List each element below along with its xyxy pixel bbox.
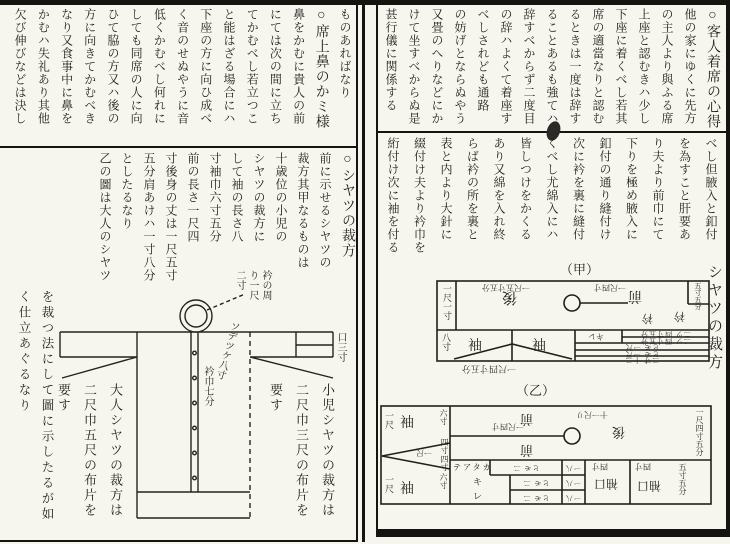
text-column: 前に示せるシヤツの: [318, 152, 332, 269]
text-column: 絎付け次に袖を付る: [386, 137, 400, 254]
text-column: 低くかむべし何れに: [152, 8, 167, 125]
text-column: 方に向きてかむべき: [82, 8, 97, 125]
strip-piece-label: ヒモ 二: [522, 494, 550, 502]
cuff-piece-label: 袖口: [637, 479, 662, 493]
text-column: 鼻をかむに貴人の前: [291, 8, 306, 125]
text-column: の主人より與ふる席: [660, 8, 674, 125]
text-column: 辞すべからず二度目: [522, 8, 536, 125]
back-piece-label: 後: [502, 289, 518, 305]
text-column: 二尺巾三尺の布片を: [294, 383, 309, 518]
text-column: かむハ失礼あり其他: [36, 8, 51, 125]
cutting-table-otsu: [380, 405, 712, 505]
strip-dim-label: 一八: [565, 479, 581, 487]
table-ko-bottom-dim: 一尺四寸五分: [462, 364, 517, 374]
label-column: 二寸: [234, 270, 245, 290]
text-column: く音のせぬやうに音: [175, 8, 190, 125]
strip-dim-label: 一八: [565, 464, 581, 472]
sleeve-width-label: 六寸: [439, 409, 448, 425]
front-piece-label: 前: [520, 412, 534, 427]
section-heading: ○客人着席の心得: [705, 8, 720, 129]
text-column: てかむべし若立つこ: [245, 8, 260, 125]
sleeve-piece-label: 袖: [468, 339, 482, 354]
strip-piece-label: 二ツ 四寸五分: [640, 336, 691, 345]
cuff-opening-label: 口三寸: [335, 332, 346, 362]
collar-measure-label: [232, 270, 272, 322]
text-column: と能はざる場合にハ: [221, 8, 236, 125]
cuff-piece-label: 袖口: [594, 477, 619, 491]
text-column: の辞ハよくて着座す: [499, 8, 513, 125]
right-page-left-border: [376, 5, 378, 535]
text-column: にては次の間に立ち: [268, 8, 283, 125]
text-column: ものあればなり: [338, 8, 352, 99]
text-column: 前の長さ一尺四: [186, 152, 200, 243]
sleeve-length-label: 一尺: [384, 411, 394, 429]
text-column: 下りを極め腋入に: [624, 137, 639, 241]
text-column: 小児シヤツの裁方は: [320, 383, 335, 518]
cloth-height-label: 一尺四寸五分: [695, 408, 704, 456]
text-column: べしされども通路: [476, 8, 490, 112]
text-column: 席の適當なりと認む: [591, 8, 605, 125]
text-column: 上座と認むきハ少し: [637, 8, 651, 125]
text-column: 乙の圖は大人のシヤツ: [98, 152, 112, 282]
section-heading: ○席上鼻のかミ様: [313, 8, 329, 129]
text-column: 皆しつけをかくる: [518, 137, 533, 241]
text-column: を裁つ法にして圖に示したるが如: [40, 290, 54, 523]
back-piece-label: 後: [612, 425, 626, 440]
text-column: 二尺巾五尺の布片を: [82, 383, 97, 518]
cutting-table-ko: [436, 280, 710, 362]
text-column: るときは一度は辞す: [568, 8, 582, 125]
text-column: くべし尤綿入にハ: [545, 137, 559, 241]
text-column: らば衿の所を裏と: [465, 137, 480, 241]
text-column: 裁方其甲なるものは: [296, 152, 310, 269]
text-column: べし但腋入と釦付: [704, 137, 718, 241]
front-length-label: 一尺四寸: [492, 422, 524, 431]
cloth-height-label: 一尺一寸: [442, 284, 452, 320]
sleeve-piece-label: 袖: [400, 482, 414, 497]
gutter-line: [362, 5, 365, 542]
section-heading: ○シヤツの裁方: [340, 152, 355, 258]
text-column: 寸袖巾六寸五分: [208, 152, 222, 243]
strip-piece-label: ヒモ 一尺: [624, 349, 660, 358]
text-column: ることあるも強てハ: [545, 8, 559, 125]
text-column: 甚行儀に関係する: [384, 8, 398, 112]
text-column: 又畳のへりなどにか: [430, 8, 444, 125]
text-column: く仕立あぐるなり: [17, 290, 31, 414]
text-column: 下座に着くべし若其: [614, 8, 628, 125]
back-length-label: 一尺五寸五分: [482, 283, 530, 292]
sleeve-width-label: 六寸: [439, 473, 448, 489]
shoulder-patch-label: テアタカ: [453, 463, 493, 472]
text-column: しても同席の人に向: [129, 8, 144, 125]
text-column: して袖の長さ八: [230, 152, 244, 243]
shoulder-patch-label: レ: [473, 491, 483, 501]
text-column: なり又食事中に鼻を: [59, 8, 74, 125]
text-column: 綴付け夫より衿巾を: [412, 137, 427, 254]
front-piece-label: 前: [628, 288, 642, 303]
right-section-guest-seating: [380, 8, 724, 130]
placket-width-label: 衿巾七分: [202, 366, 213, 406]
cuff-dim-label: 四寸: [635, 462, 651, 471]
text-column: を為すこと肝要あ: [677, 137, 692, 241]
text-column: 欠び伸びなどは決し: [13, 8, 28, 125]
text-column: 次に衿を裏に縫付: [571, 137, 586, 241]
cutting-diagram-title: シヤツの裁方: [706, 264, 722, 372]
front-piece-label: 前: [520, 443, 534, 458]
text-column: 五分肩あけハ一寸八分: [142, 152, 156, 282]
strip-piece-label: ヒモ 一尺: [624, 343, 660, 351]
text-column: 他の家にゆくに先方: [683, 8, 697, 125]
label-column: り一尺: [247, 270, 258, 300]
right-section-shirt-sewing: [380, 137, 724, 261]
text-column: としたるなり: [120, 152, 134, 230]
gusset-length-label: 一尺: [416, 448, 432, 457]
text-column: 大人シヤツの裁方は: [108, 383, 123, 518]
text-column: けて坐すべからぬ是: [407, 8, 421, 125]
shoulder-patch-label: キ: [473, 477, 483, 487]
strip-piece-label: 二寸 十二: [624, 355, 660, 364]
strip-dim-label: 一八: [565, 494, 581, 502]
text-column: 釦付の通り縫付け: [598, 137, 612, 241]
collar-piece-label: 衿: [642, 312, 653, 324]
right-page-right-border: [726, 5, 730, 533]
gusset-dim-label: 四寸: [440, 438, 449, 454]
text-column: 要す: [56, 383, 71, 413]
table-otsu-caption: （乙）: [516, 383, 556, 398]
front-length-label: 一尺四寸: [594, 283, 626, 292]
text-column: 寸後身の丈は一尺五寸: [164, 152, 178, 282]
left-section-nose-etiquette: [8, 8, 356, 144]
text-column: 表と内より大針に: [439, 137, 453, 241]
small-piece-label: キレ: [588, 332, 604, 341]
sleeve-seam-label: ソデツケ八寸: [212, 319, 241, 381]
top-border: [0, 0, 730, 5]
cuff-dim-label: 四寸: [592, 462, 608, 471]
gusset-dim-label: 四寸: [440, 455, 449, 471]
collar-piece-label: 衿: [674, 310, 685, 322]
sleeve-length-label: 一尺: [384, 475, 394, 493]
cuff-side-dim-label: 五寸五分: [678, 463, 687, 495]
strip-piece-label: 二ツ 四寸五分: [640, 330, 691, 338]
text-column: 下座の方に向ひ成べ: [198, 8, 213, 125]
text-column: あり又綿を入れ終: [492, 137, 506, 241]
label-column: 衿の周: [260, 270, 271, 300]
shirt-pattern-diagram: [45, 268, 345, 534]
table-ko-caption: （甲）: [560, 262, 600, 277]
text-column: 要す: [268, 383, 283, 413]
text-column: 十歳位の小児の: [274, 152, 288, 243]
sleeve-piece-label: 袖: [532, 339, 546, 354]
back-length-label: 十一尺リ: [576, 410, 608, 419]
right-page-bottom-border: [376, 529, 730, 537]
sleeve-piece-label: 袖: [400, 416, 414, 431]
strip-piece-label: ヒモ 二: [522, 479, 550, 487]
strip-piece-label: ヒモ 二: [512, 464, 540, 472]
text-column: シヤツの裁方に: [252, 152, 266, 243]
text-column: り夫より前巾にて: [651, 137, 665, 241]
left-section-divider: [0, 146, 357, 148]
corner-dim-label: 五寸五分: [694, 282, 702, 310]
text-column: の妨げとならぬやう: [453, 8, 467, 125]
text-column: ひて脇の方又ハ後の: [105, 8, 120, 125]
sleeve-length-label: 八寸: [441, 333, 451, 351]
